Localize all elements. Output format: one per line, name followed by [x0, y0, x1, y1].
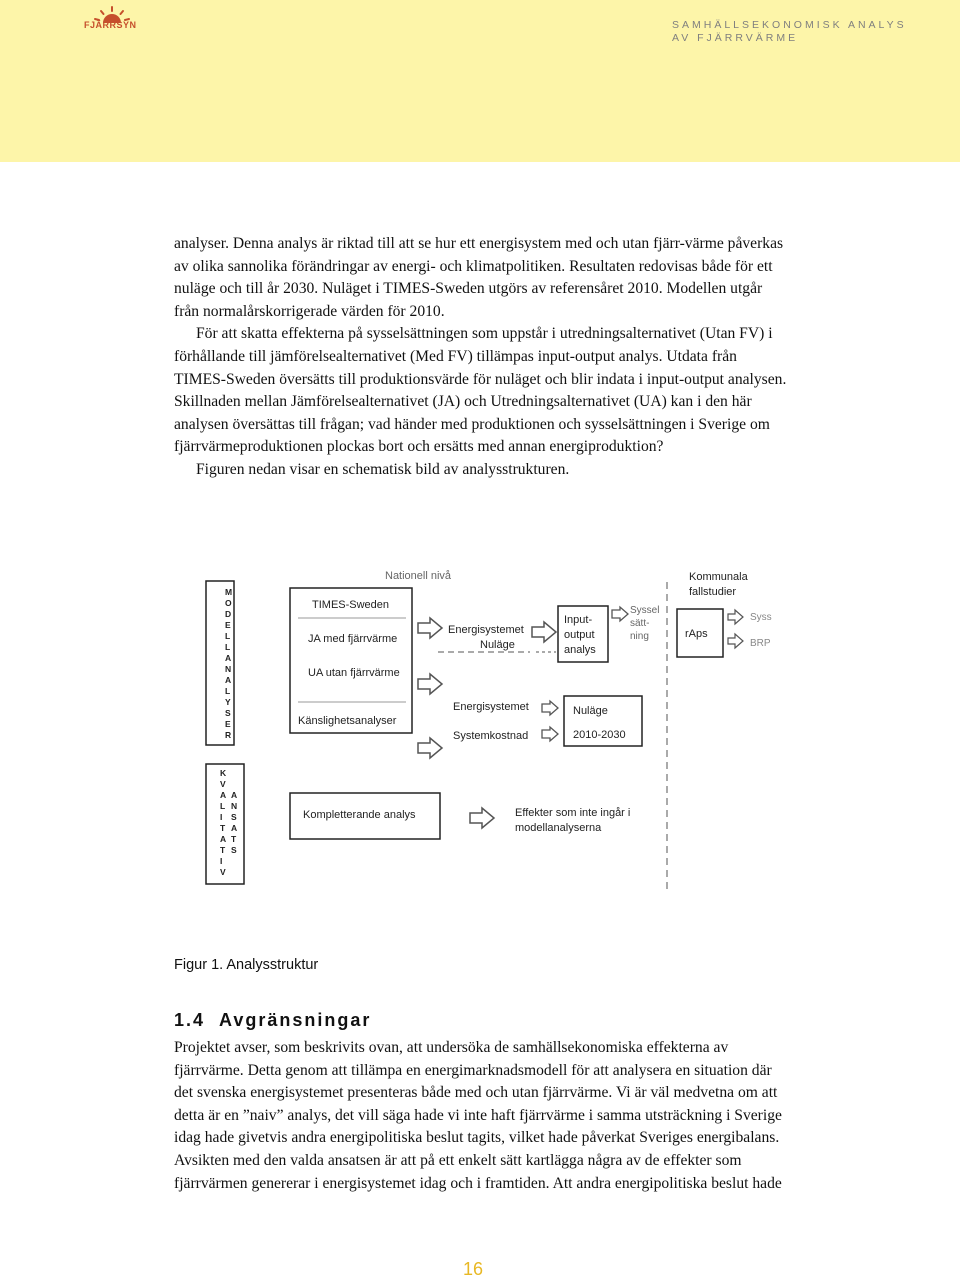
figure-caption: Figur 1. Analysstruktur: [174, 957, 319, 973]
vertical-letter: D: [225, 609, 232, 619]
syssel-label: ning: [630, 631, 649, 642]
systemkostnad-label: Systemkostnad: [453, 730, 529, 742]
vertical-letter: S: [231, 845, 237, 855]
paragraph: Figuren nedan visar en schematisk bild av analysstrukturen.: [196, 460, 570, 478]
vertical-letter: I: [220, 856, 223, 866]
vertical-letter: L: [225, 642, 231, 652]
kanslighetsanalyser-label: Känslighetsanalyser: [298, 715, 397, 727]
vertical-letter: A: [225, 675, 232, 685]
vertical-letter: A: [231, 823, 238, 833]
section-number: 1.4: [174, 1010, 206, 1030]
header-title: SAMHÄLLSEKONOMISK ANALYS AV FJÄRRVÄRME: [672, 19, 907, 44]
vertical-letter: L: [225, 686, 231, 696]
arrow-icon: [728, 610, 743, 624]
paragraph: Projektet avser, som beskrivits ovan, att undersöka de samhällsekonomiska effekterna av fjärrvärme. Detta genom att tillämpa en energimarknadsmodell för att analysera en situation där det svenska energisystemet presenteras både med och utan fjärrvärme. Vi är väl medvetna om att detta är en ”naiv” analys, det vill säga hade vi inte haft fjärrvärme i samma utsträckning i Sverige idag hade givetvis andra energipolitiska beslut tagits, vilket hade påverkat Sveriges energibalans. Avsikten med den valda ansatsen är att på ett enkelt sätt kartlägga några av de effekter som fjärrvärmen genererar i energisystemet idag och i framtiden. Att andra energipolitiska beslut hade: [174, 1039, 782, 1192]
kvalitativ-letters: [220, 768, 227, 877]
ansats-letters: [231, 790, 237, 855]
ua-utan-label: UA utan fjärrvärme: [308, 667, 400, 679]
vertical-letter: A: [220, 790, 227, 800]
kompletterande-label: Kompletterande analys: [303, 809, 416, 821]
vertical-letter: K: [220, 768, 227, 778]
paragraph: För att skatta effekterna på sysselsättningen som uppstår i utredningsalternativet (Utan FV) i förhållande till jämförelsealternativet (Med FV) tillämpas input-output analys. Utdata från TIMES-Sweden översätts till produktionsvärde för nuläget och blir indata i input-output analysen. Skillnaden mellan Jämförelsealternativet (JA) och Utredningsalternativet (UA) kan i den här analysen översättas till frågan; vad händer med produktionen och sysselsättningen i Sverige om fjärrvärmeproduktionen plockas bort och ersätts med annan energiproduktion?: [174, 325, 787, 456]
vertical-letter: M: [225, 587, 233, 597]
input-output-line: Input-: [564, 614, 593, 626]
energisystemet-label: Energisystemet: [448, 624, 524, 636]
vertical-letter: L: [225, 631, 231, 641]
input-output-line: output: [564, 629, 595, 641]
arrow-icon: [418, 674, 442, 694]
vertical-letter: L: [220, 801, 226, 811]
vertical-letter: T: [220, 845, 226, 855]
kommunala-label: Kommunala: [689, 571, 748, 583]
effekter-label: modellanalyserna: [515, 822, 602, 834]
vertical-letter: V: [220, 779, 226, 789]
vertical-letter: R: [225, 730, 232, 740]
vertical-letter: S: [225, 708, 231, 718]
page-header: [0, 0, 960, 162]
vertical-letter: T: [231, 834, 237, 844]
vertical-letter: I: [220, 812, 223, 822]
nulage-label: Nuläge: [573, 705, 608, 717]
period-label: 2010-2030: [573, 729, 626, 741]
vertical-letter: N: [225, 664, 232, 674]
vertical-letter: Y: [225, 697, 231, 707]
arrow-icon: [470, 808, 494, 828]
vertical-letter: O: [225, 598, 232, 608]
logo-text: FJÄRRSYN: [84, 20, 137, 30]
page-number: 16: [463, 1259, 484, 1279]
body-text-section: [174, 1037, 790, 1195]
arrow-icon: [532, 622, 556, 642]
ja-med-label: JA med fjärrvärme: [308, 633, 398, 645]
arrow-icon: [728, 634, 743, 648]
modellanalyser-letters: [225, 587, 232, 740]
kommunala-label: fallstudier: [689, 586, 737, 598]
vertical-letter: N: [231, 801, 238, 811]
vertical-letter: A: [231, 790, 238, 800]
diagram-right-panel: [670, 560, 790, 680]
vertical-letter: E: [225, 620, 231, 630]
syss-label: Syss: [750, 612, 772, 623]
arrow-icon: [612, 607, 628, 621]
analysis-structure-diagram: [170, 560, 670, 900]
vertical-letter: E: [225, 719, 231, 729]
section-title: Avgränsningar: [219, 1010, 372, 1030]
arrow-icon: [418, 738, 442, 758]
syssel-label: sätt-: [630, 618, 650, 629]
vertical-letter: A: [225, 653, 232, 663]
arrow-icon: [542, 701, 558, 715]
nationell-niva-label: Nationell nivå: [385, 570, 452, 582]
arrow-icon: [418, 618, 442, 638]
vertical-letter: A: [220, 834, 227, 844]
brp-label: BRP: [750, 638, 771, 649]
nulage-label: Nuläge: [480, 639, 515, 651]
syssel-label: Syssel: [630, 605, 660, 616]
times-sweden-label: TIMES-Sweden: [312, 599, 390, 611]
body-text-top: [174, 233, 790, 482]
paragraph: analyser. Denna analys är riktad till att se hur ett energisystem med och utan fjärr-värme påverkas av olika sannolika förändringar av energi- och klimatpolitiken. Resultaten redovisas både för ett nuläge och till år 2030. Nuläget i TIMES-Sweden utgörs av referensåret 2010. Modellen utgår från normalårskorrigerade värden för 2010.: [174, 235, 784, 320]
arrow-icon: [542, 727, 558, 741]
energisystemet-label: Energisystemet: [453, 701, 529, 713]
effekter-label: Effekter som inte ingår i: [515, 807, 631, 819]
raps-label: rAps: [685, 628, 708, 640]
vertical-letter: T: [220, 823, 226, 833]
vertical-letter: S: [231, 812, 237, 822]
vertical-letter: V: [220, 867, 226, 877]
input-output-line: analys: [564, 644, 596, 656]
section-heading: [174, 1010, 371, 1031]
